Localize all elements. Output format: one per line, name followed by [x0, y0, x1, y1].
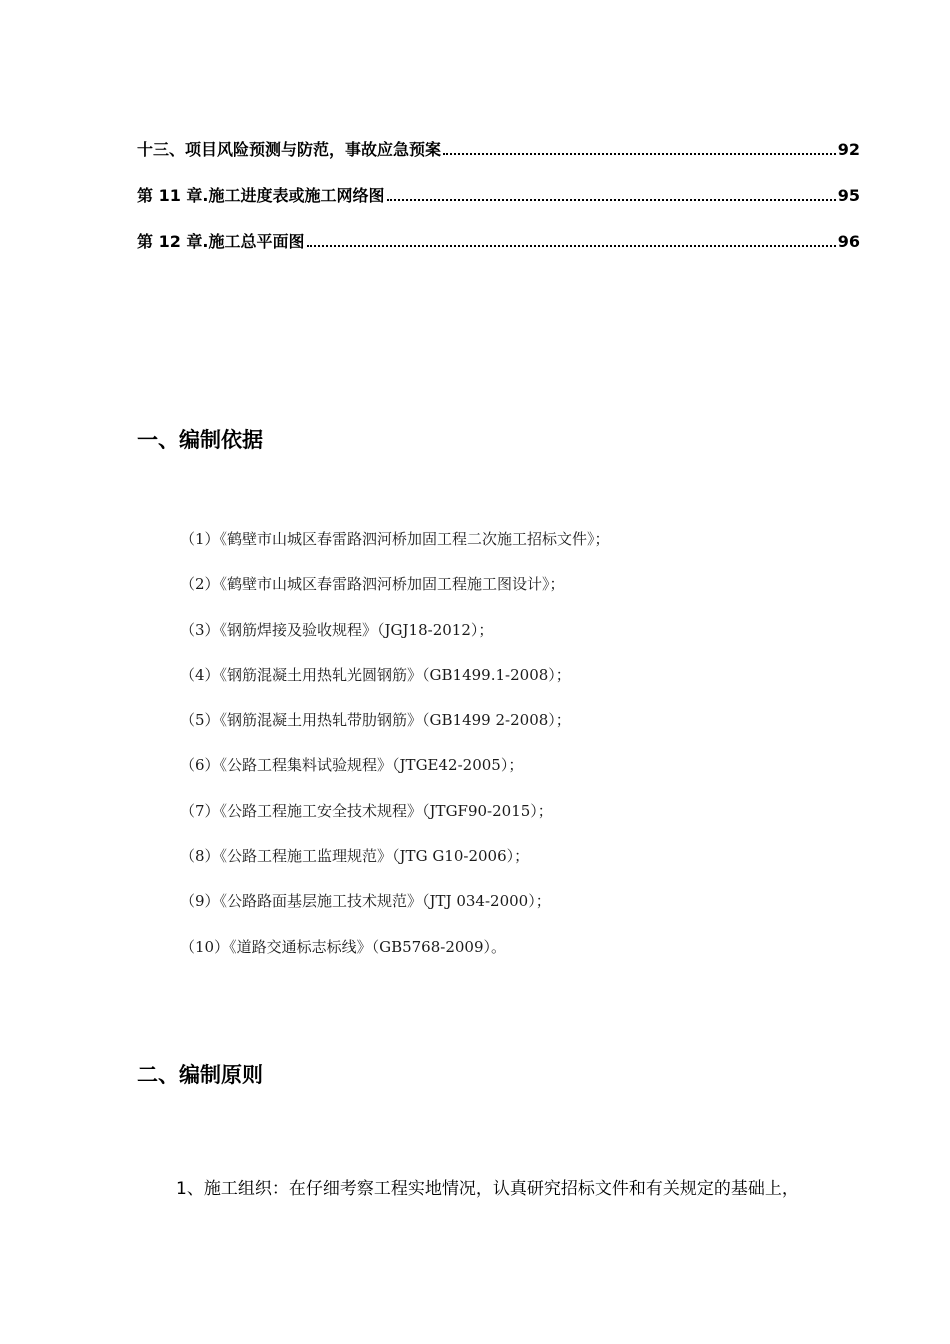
toc-entry[interactable]: [137, 138, 860, 161]
toc-entry-page: 92: [837, 140, 860, 159]
reference-item: （4）《钢筋混凝土用热轧光圆钢筋》（GB1499.1-2008）；: [180, 665, 571, 684]
reference-item: （10）《道路交通标志标线》（GB5768-2009）。: [180, 937, 507, 956]
reference-list: [180, 528, 880, 981]
toc-dot-leader: [443, 153, 836, 155]
reference-item: （6）《公路工程集料试验规程》（JTGE42-2005）；: [180, 756, 524, 775]
section-heading-principles: 二、编制原则: [137, 1063, 263, 1087]
toc-dot-leader: [387, 199, 836, 201]
toc-entry-title: 第 12 章.施工总平面图: [137, 232, 305, 251]
section-heading-basis: 一、编制依据: [137, 428, 263, 452]
reference-item: （8）《公路工程施工监理规范》（JTG G10-2006）；: [180, 847, 530, 866]
reference-item: （3）《钢筋焊接及验收规程》（JGJ18-2012）；: [180, 620, 494, 639]
toc-entry[interactable]: [137, 230, 860, 253]
toc-entry-page: 95: [837, 186, 860, 205]
toc-entry-title: 第 11 章.施工进度表或施工网络图: [137, 186, 385, 205]
reference-item: （1）《鹤壁市山城区春雷路泗河桥加固工程二次施工招标文件》；: [180, 530, 610, 548]
reference-item: （5）《钢筋混凝土用热轧带肋钢筋》（GB1499 2-2008）；: [180, 711, 571, 730]
toc-dot-leader: [307, 245, 836, 247]
reference-item: （2）《鹤壁市山城区春雷路泗河桥加固工程施工图设计》；: [180, 575, 565, 594]
reference-item: （7）《公路工程施工安全技术规程》（JTGF90-2015）；: [180, 801, 553, 820]
toc-entry[interactable]: [137, 184, 860, 207]
body-paragraph: 1、施工组织：在仔细考察工程实地情况，认真研究招标文件和有关规定的基础上，: [176, 1179, 799, 1199]
table-of-contents: [137, 138, 860, 276]
reference-item: （9）《公路路面基层施工技术规范》（JTJ 034-2000）；: [180, 892, 551, 911]
toc-entry-page: 96: [837, 232, 860, 251]
toc-entry-title: 十三、项目风险预测与防范，事故应急预案: [137, 140, 442, 159]
